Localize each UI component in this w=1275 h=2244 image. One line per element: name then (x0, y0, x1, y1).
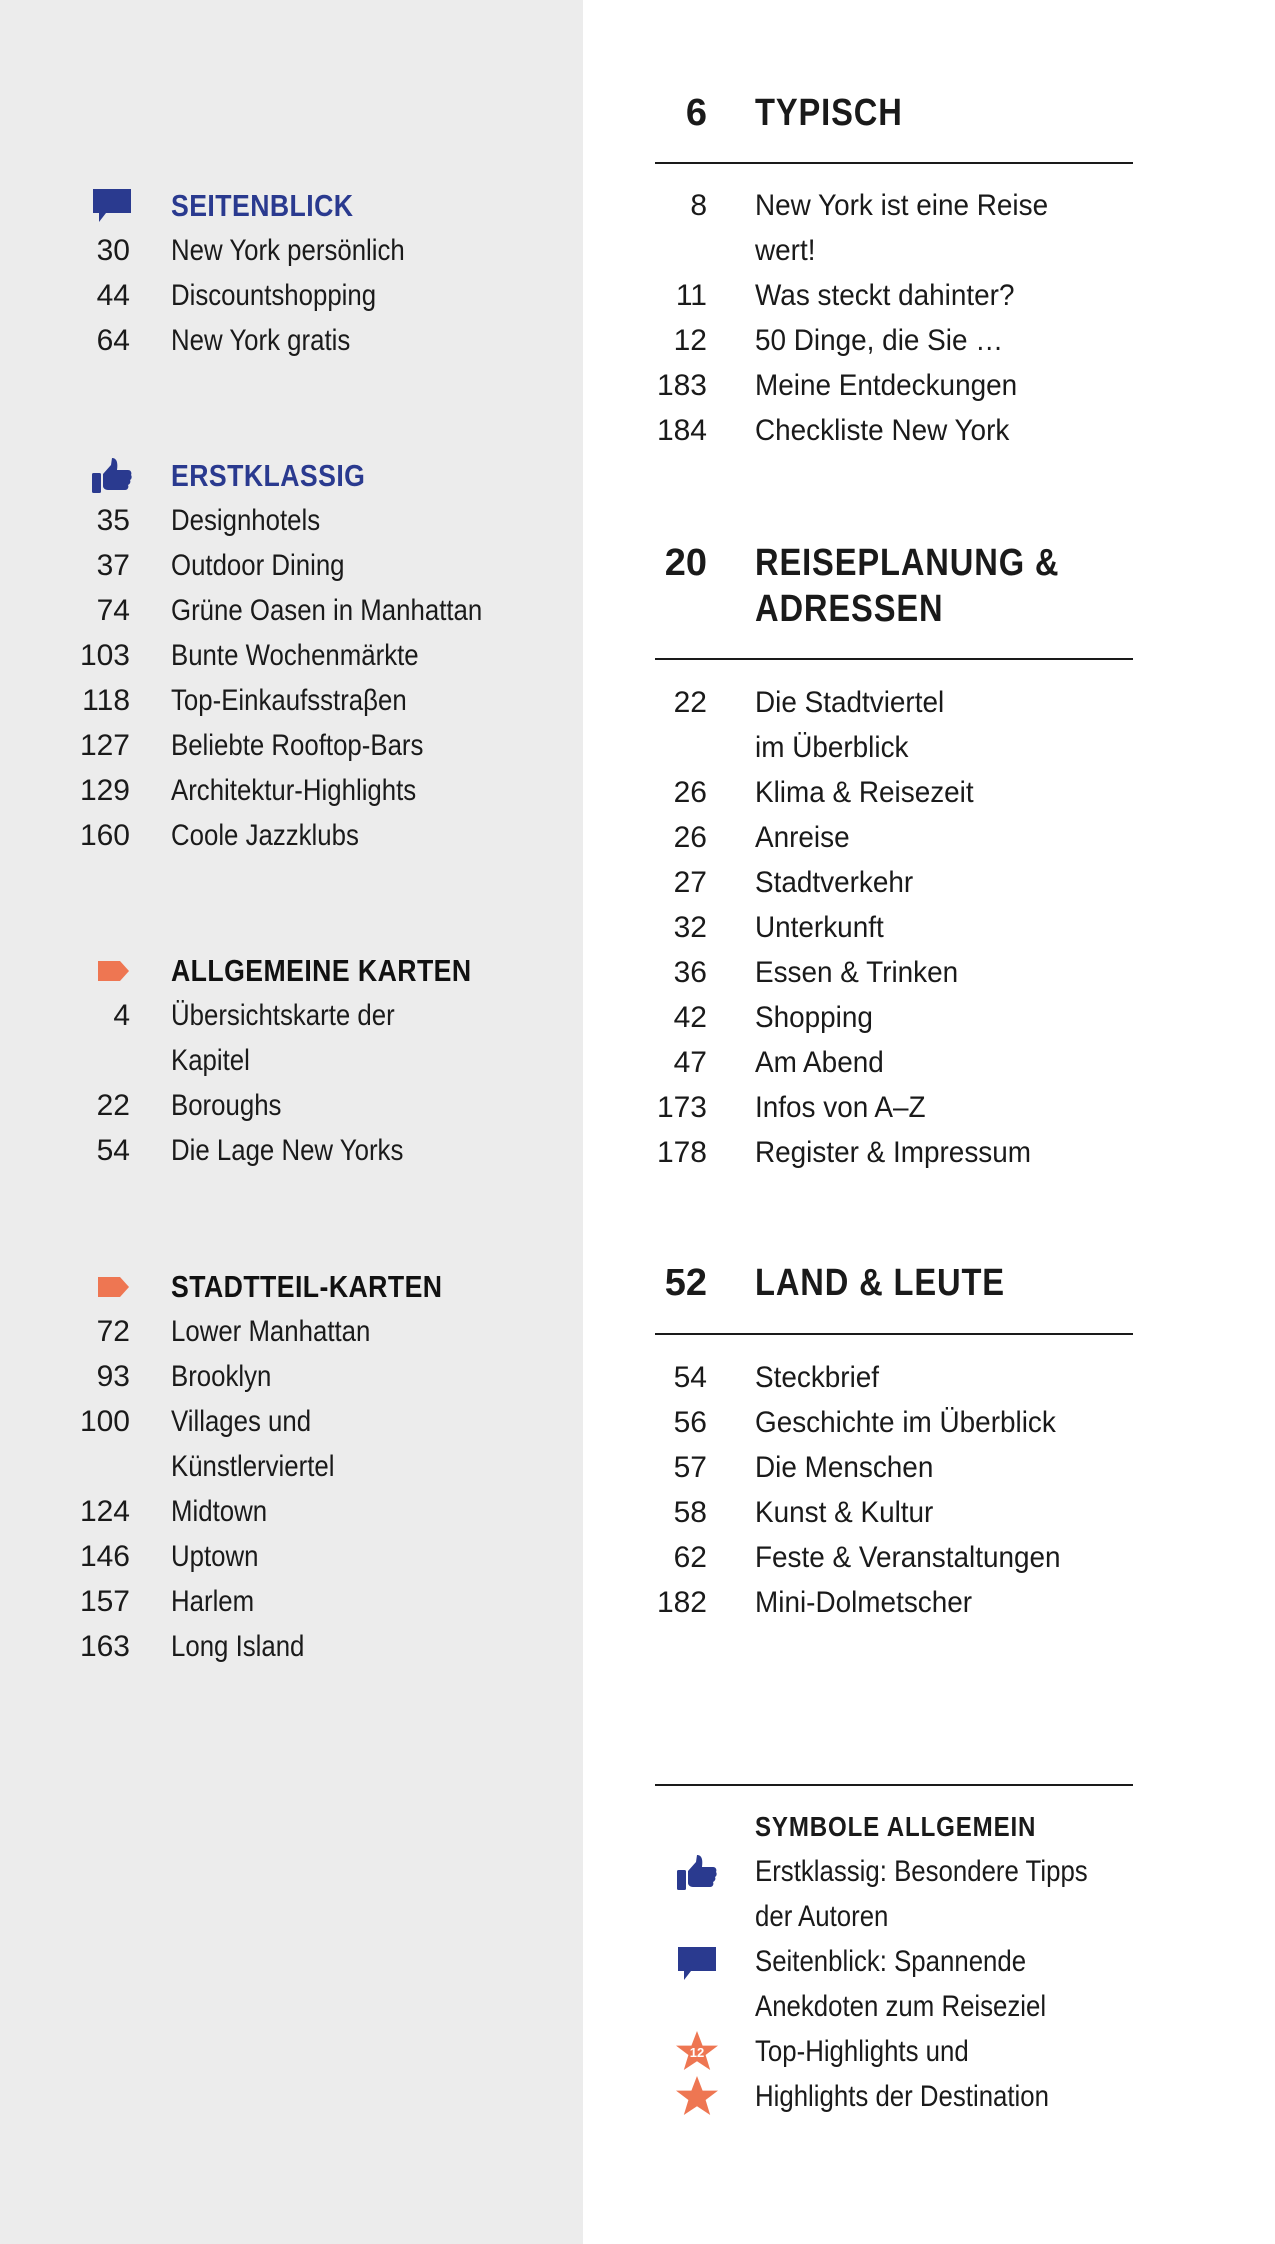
chapter-title: LAND & LEUTE (755, 1262, 1005, 1304)
list-item[interactable]: 30 New York persönlich (96, 234, 405, 267)
chapter-title: TYPISCH (755, 92, 903, 134)
list-item[interactable]: 42 Shopping (673, 1001, 873, 1034)
legend-text: Highlights der Destination (755, 2080, 1049, 2113)
section-seitenblick (0, 183, 583, 363)
list-item[interactable]: 22 Die Stadtviertel (673, 686, 945, 719)
list-item[interactable]: 12 50 Dinge, die Sie … (673, 324, 1004, 357)
speech-bubble-icon (673, 1943, 721, 1983)
speech-bubble-icon (90, 187, 134, 225)
section-title: SEITENBLICK (171, 188, 354, 223)
list-item[interactable]: 47 Am Abend (673, 1046, 884, 1079)
section-title: STADTTEIL-KARTEN (171, 1269, 443, 1304)
legend-text: Top-Highlights und (755, 2035, 969, 2068)
divider (655, 1784, 1133, 1786)
list-item[interactable]: Kapitel (171, 1044, 250, 1077)
section-stadtteil-karten (0, 1264, 583, 1669)
list-item[interactable]: 8 New York ist eine Reise (690, 189, 1049, 222)
chapter-title: REISEPLANUNG & (755, 542, 1060, 584)
chapter-heading[interactable] (655, 540, 1135, 640)
thumbs-up-icon (90, 457, 134, 495)
divider (655, 658, 1133, 660)
list-item[interactable]: 54 Steckbrief (673, 1361, 880, 1394)
chapter-reiseplanung (655, 540, 1135, 1169)
list-item[interactable]: 37 Outdoor Dining (96, 549, 345, 582)
legend-title: SYMBOLE ALLGEMEIN (755, 1811, 1037, 1842)
list-item[interactable]: 74 Grüne Oasen in Manhattan (96, 594, 483, 627)
list-item[interactable]: 160 Coole Jazzklubs (79, 819, 359, 852)
list-item[interactable]: Künstlerviertel (171, 1450, 335, 1483)
list-item[interactable]: 36 Essen & Trinken (673, 956, 959, 989)
list-item[interactable]: 146 Uptown (79, 1540, 259, 1573)
map-tag-icon (90, 952, 134, 990)
chapter-title: ADRESSEN (755, 588, 944, 630)
list-item[interactable]: 178 Register & Impressum (656, 1136, 1031, 1169)
list-item[interactable]: 26 Klima & Reisezeit (673, 776, 974, 809)
numbered-star-icon (673, 2029, 721, 2075)
chapter-number: 20 (664, 542, 707, 584)
list-item[interactable]: 4 Übersichtskarte der (113, 999, 395, 1032)
chapter-land-leute (655, 1260, 1135, 1619)
list-item[interactable]: 93 Brooklyn (96, 1360, 272, 1393)
chapter-heading[interactable] (655, 90, 1135, 150)
list-item[interactable]: 103 Bunte Wochenmärkte (79, 639, 419, 672)
divider (655, 1333, 1133, 1335)
list-item[interactable]: 57 Die Menschen (673, 1451, 934, 1484)
list-item[interactable]: 27 Stadtverkehr (673, 866, 914, 899)
section-erstklassig (0, 453, 583, 858)
list-item[interactable]: 183 Meine Entdeckungen (656, 369, 1018, 402)
list-item[interactable]: 58 Kunst & Kultur (673, 1496, 934, 1529)
list-item[interactable]: 44 Discountshopping (96, 279, 377, 312)
list-item[interactable]: 182 Mini-Dolmetscher (656, 1586, 973, 1619)
legend-text: Erstklassig: Besondere Tipps (755, 1855, 1088, 1888)
list-item[interactable]: 72 Lower Manhattan (96, 1315, 371, 1348)
list-item[interactable]: 129 Architektur-Highlights (79, 774, 417, 807)
list-item[interactable]: 22 Boroughs (96, 1089, 282, 1122)
star-badge-number: 12 (689, 2045, 705, 2060)
list-item[interactable]: 127 Beliebte Rooftop-Bars (79, 729, 424, 762)
list-item[interactable]: 184 Checkliste New York (656, 414, 1010, 447)
legend-text: der Autoren (755, 1900, 889, 1933)
chapter-heading[interactable] (655, 1260, 1135, 1320)
list-item[interactable]: 124 Midtown (79, 1495, 268, 1528)
list-item[interactable]: 62 Feste & Veranstaltungen (673, 1541, 1061, 1574)
section-title: ALLGEMEINE KARTEN (171, 953, 472, 988)
chapter-typisch (655, 90, 1135, 447)
legend-text: Seitenblick: Spannende (755, 1945, 1027, 1978)
list-item[interactable]: wert! (755, 234, 816, 267)
list-item[interactable]: 35 Designhotels (96, 504, 321, 537)
list-item[interactable]: 163 Long Island (79, 1630, 305, 1663)
chapter-number: 52 (664, 1262, 707, 1304)
list-item[interactable]: 173 Infos von A–Z (656, 1091, 926, 1124)
list-item[interactable]: 32 Unterkunft (673, 911, 884, 944)
thumbs-up-icon (673, 1853, 721, 1893)
map-tag-icon (90, 1268, 134, 1306)
list-item[interactable]: 26 Anreise (673, 821, 850, 854)
section-title: ERSTKLASSIG (171, 458, 366, 493)
list-item[interactable]: im Überblick (755, 731, 909, 764)
divider (655, 162, 1133, 164)
list-item[interactable]: 118 Top-Einkaufsstraβen (82, 684, 407, 717)
list-item[interactable]: 56 Geschichte im Überblick (673, 1406, 1056, 1439)
section-allgemeine-karten (0, 948, 583, 1173)
list-item[interactable]: 11 Was steckt dahinter? (675, 279, 1015, 312)
legend-text: Anekdoten zum Reiseziel (755, 1990, 1047, 2023)
chapter-number: 6 (685, 92, 707, 134)
list-item[interactable]: 100 Villages und (79, 1405, 312, 1438)
list-item[interactable]: 54 Die Lage New Yorks (96, 1134, 404, 1167)
list-item[interactable]: 157 Harlem (79, 1585, 255, 1618)
star-icon (673, 2074, 721, 2120)
list-item[interactable]: 64 New York gratis (96, 324, 351, 357)
